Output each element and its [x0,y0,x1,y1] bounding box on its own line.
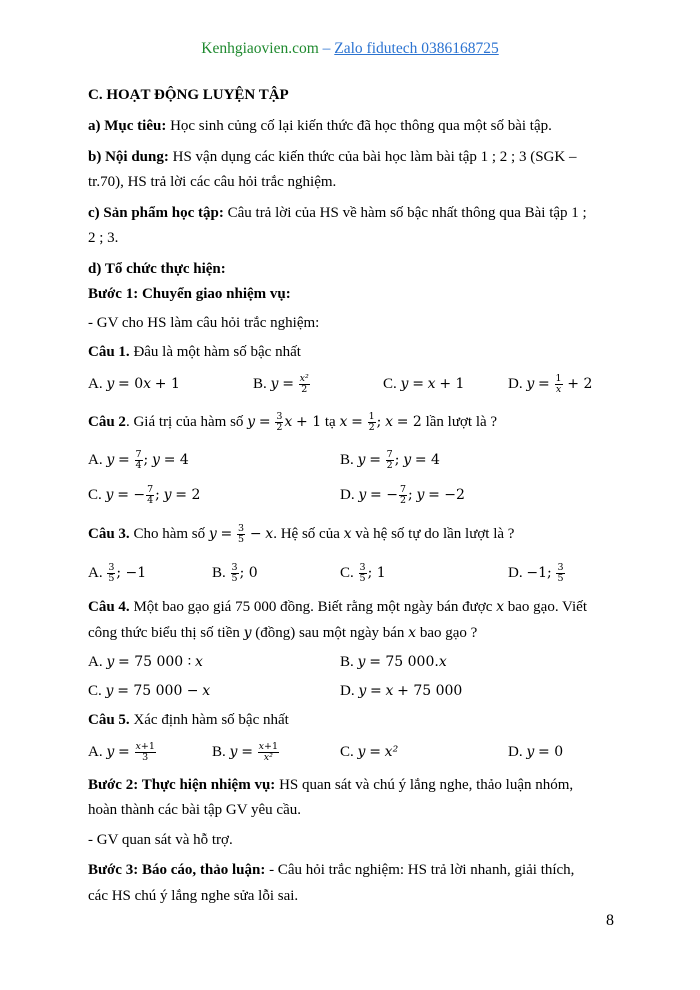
q3-option-b: B. $\frac{3}{5}$ ; 0 [212,562,258,585]
question-1: Câu 1. Đâu là một hàm số bậc nhất [88,344,301,360]
san-pham-cont: 2 ; 3. [88,230,119,246]
page-header [0,40,700,58]
q1-option-a: A. y = 0x + 1 [88,376,180,392]
question-3: Câu 3. Cho hàm số y = $\frac{3}{5}$ − x. Hệ số của x và hệ số tự do lần lượt là ? [88,523,515,546]
q5-option-a: A. y = $\frac{x+1}{3}$ [88,741,155,764]
q5-option-b: B. y = $\frac{x+1}{\text{x²}}$ [212,741,279,764]
q5-option-d: D. y = 0 [508,744,564,760]
q3-option-a: A. $\frac{3}{5}$ ; −1 [88,562,147,585]
question-4: Câu 4. Một bao gạo giá 75 000 đồng. Biết rằng một ngày bán được x bao gạo. Viết [88,599,587,615]
q3-option-c: C. $\frac{3}{5}$ ; 1 [340,562,386,585]
buoc2: Bước 2: Thực hiện nhiệm vụ: HS quan sát và chú ý lắng nghe, thảo luận nhóm, [88,777,574,793]
buoc3-cont: các HS chú ý lắng nghe sửa lỗi sai. [88,888,299,904]
q4-option-a: A. y = 75 000 ∶ x [88,654,203,670]
q2-option-c: C. y = − $\frac{7}{4}$ ; y = 2 [88,484,201,507]
question-5: Câu 5. Xác định hàm số bậc nhất [88,712,289,728]
q5-option-c: C. y = x² [340,744,399,760]
q1-option-b: B. y = $\frac{\text{x²}}{2}$ [253,373,309,396]
q4-option-d: D. y = x + 75 000 [340,683,463,699]
q4-option-b: B. y = 75 000.x [340,654,447,670]
question-2: Câu 2. Giá trị của hàm số y = $\frac{3}{2}$ x + 1 tạ x = $\frac{1}{2}$ ; x = 2 lần lượt là ? [88,411,498,434]
page-number: 8 [606,912,614,929]
buoc2-cont: hoàn thành các bài tập GV yêu cầu. [88,802,301,818]
zalo-link[interactable]: Zalo fidutech 0386168725 [334,40,499,57]
buoc3: Bước 3: Báo cáo, thảo luận: - Câu hỏi trắc nghiệm: HS trả lời nhanh, giải thích, [88,862,575,878]
section-title: C. HOẠT ĐỘNG LUYỆN TẬP [88,87,289,103]
q2-option-d: D. y = − $\frac{7}{2}$ ; y = −2 [340,484,465,507]
site-link[interactable]: Kenhgiaovien.com [201,40,319,57]
gv-cho-text: - GV cho HS làm câu hỏi trắc nghiệm: [88,315,320,331]
q1-option-c: C. y = x + 1 [383,376,465,392]
san-pham: c) Sản phẩm học tập: Câu trả lời của HS về hàm số bậc nhất thông qua Bài tập 1 ; [88,205,587,221]
q2-option-a: A. y = $\frac{7}{4}$ ; y = 4 [88,449,189,472]
buoc1-heading: Bước 1: Chuyển giao nhiệm vụ: [88,286,291,302]
q3-option-d: D. −1; $\frac{3}{5}$ [508,562,564,585]
to-chuc-heading: d) Tổ chức thực hiện: [88,261,226,277]
noi-dung: b) Nội dung: HS vận dụng các kiến thức của bài học làm bài tập 1 ; 2 ; 3 (SGK – [88,149,577,165]
q2-option-b: B. y = $\frac{7}{2}$ ; y = 4 [340,449,440,472]
muc-tieu: a) Mục tiêu: Học sinh củng cố lại kiến thức đã học thông qua một số bài tập. [88,118,552,134]
buoc2-support: - GV quan sát và hỗ trợ. [88,832,233,848]
noi-dung-cont: tr.70), HS trả lời các câu hỏi trắc nghiệm. [88,174,337,190]
header-separator: – [322,40,331,57]
q1-option-d: D. y = $\frac{1}{x}$ + 2 [508,373,593,396]
q4-option-c: C. y = 75 000 − x [88,683,211,699]
question-4-cont: công thức biểu thị số tiền y (đồng) sau một ngày bán x bao gạo ? [88,625,478,641]
